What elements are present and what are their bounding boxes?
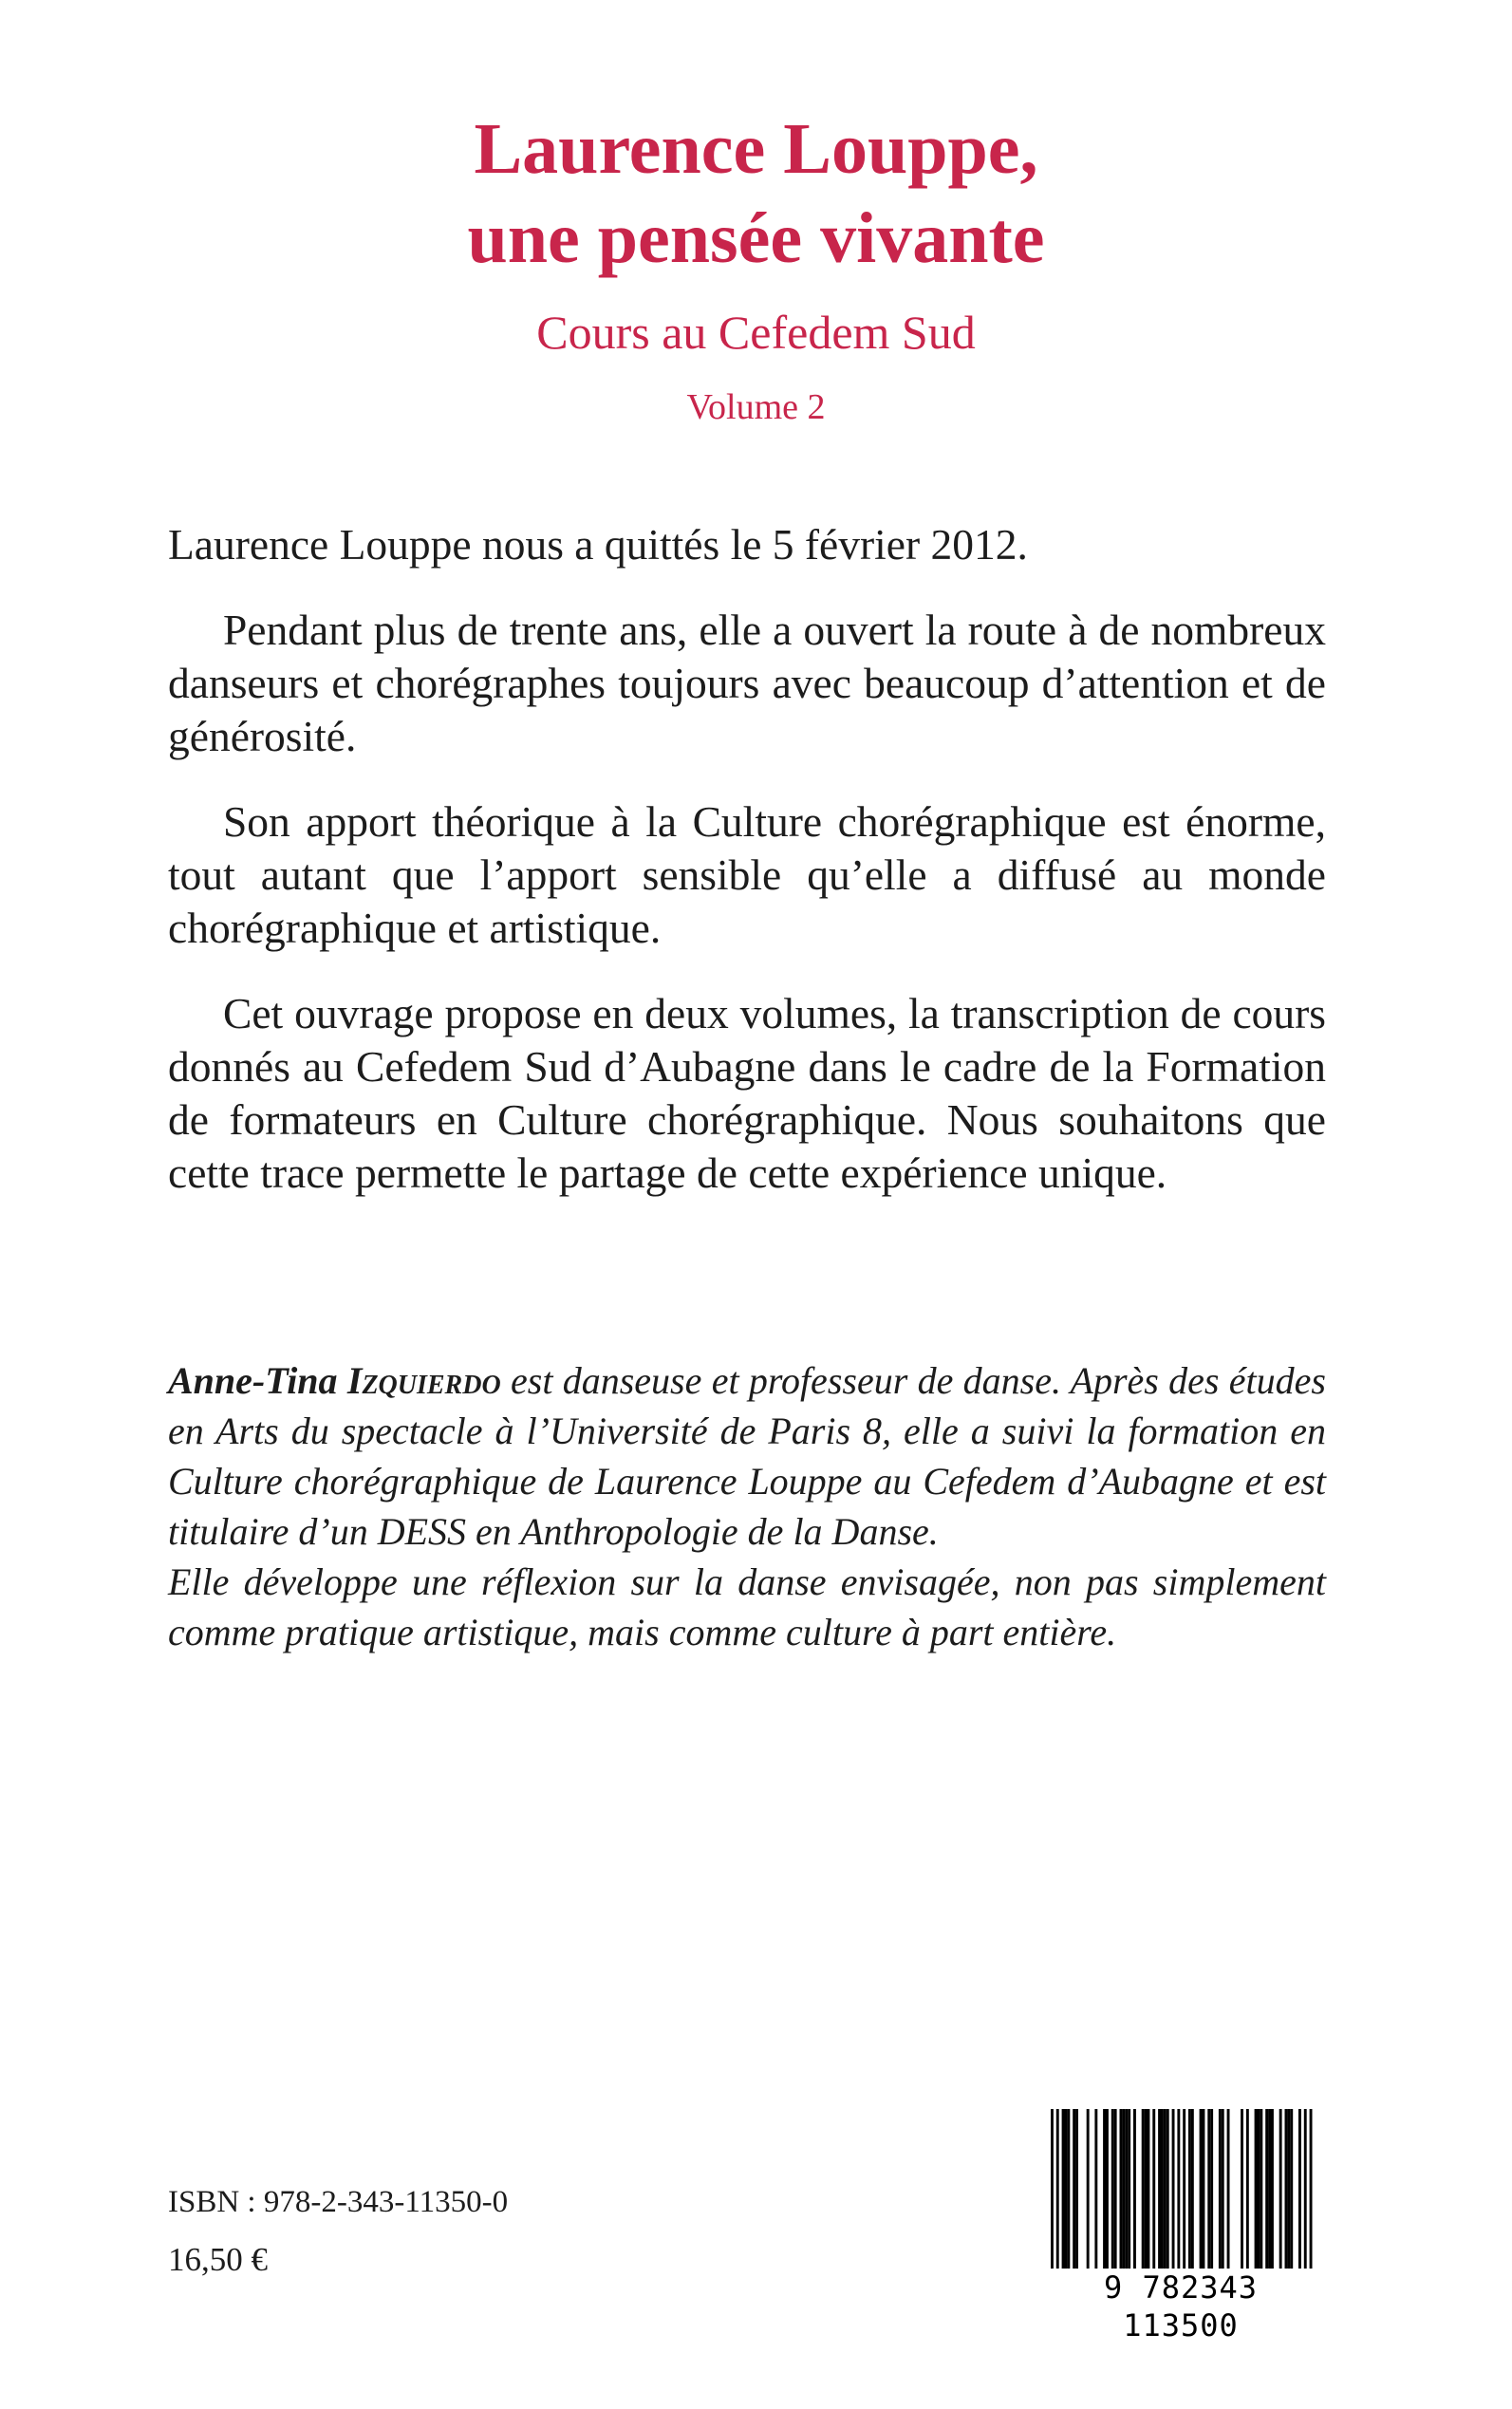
barcode-bar [1145, 2109, 1148, 2272]
barcode-bar [1161, 2109, 1164, 2272]
volume-label: Volume 2 [686, 387, 826, 427]
barcode-bar [1075, 2109, 1078, 2272]
barcode-bar [1268, 2109, 1271, 2272]
barcode-bar [1103, 2109, 1106, 2272]
barcode-bar [1062, 2109, 1065, 2272]
barcode-bar [1051, 2109, 1054, 2289]
barcode-bar [1152, 2109, 1155, 2272]
barcode-bar [1094, 2109, 1097, 2272]
barcode-bar [1177, 2109, 1180, 2289]
barcode-bar [1241, 2109, 1243, 2272]
barcode-bar [1265, 2109, 1268, 2272]
barcode-bar [1164, 2109, 1167, 2272]
barcode-bar [1056, 2109, 1059, 2289]
cover-header [0, 104, 1512, 429]
barcode-bar [1065, 2109, 1068, 2272]
barcode-bar [1120, 2109, 1123, 2272]
barcode-bar [1106, 2109, 1109, 2272]
blurb-paragraph-1: Laurence Louppe nous a quittés le 5 février 2012. [168, 520, 1028, 569]
price-label: 16,50 € [168, 2241, 268, 2278]
barcode-bar [1304, 2109, 1307, 2289]
isbn-label: ISBN : 978-2-343-11350-0 [168, 2185, 509, 2219]
barcode-bar [1111, 2109, 1114, 2272]
blurb-paragraph-4: Cet ouvrage propose en deux volumes, la transcription de cours donnés au Cefedem Sud d’Aubagne dans le cadre de la Formation de formateurs en Culture chorégraphique. Nous souhaitons que cette trace permette le partage de cette expérience unique. [168, 989, 1326, 1197]
barcode-bar [1067, 2109, 1070, 2272]
barcode-bar [1287, 2109, 1290, 2272]
barcode-bar [1142, 2109, 1145, 2272]
barcode-bar [1073, 2109, 1075, 2272]
barcode-bar [1260, 2109, 1262, 2272]
barcode-bar [1210, 2109, 1213, 2272]
book-title-line-1: Laurence Louppe, [474, 109, 1038, 189]
barcode-bar [1148, 2109, 1150, 2272]
barcode-bar [1258, 2109, 1260, 2272]
book-subtitle: Cours au Cefedem Sud [536, 306, 976, 359]
barcode-bar [1255, 2109, 1258, 2272]
author-bio-paragraph-2: Elle développe une réflexion sur la danse envisagée, non pas simplement comme pratique artistique, mais comme culture à part entière. [168, 1560, 1326, 1653]
barcode-bar [1133, 2109, 1136, 2272]
book-title-line-2: une pensée vivante [467, 198, 1045, 278]
barcode-bar [1271, 2109, 1274, 2272]
barcode-bar [1203, 2109, 1205, 2272]
barcode-bar [1227, 2109, 1230, 2272]
blurb-paragraph-2: Pendant plus de trente ans, elle a ouvert la route à de nombreux danseurs et chorégraphes toujours avec beaucoup d’attention et de générosité. [168, 606, 1326, 760]
barcode-bar [1222, 2109, 1224, 2272]
blurb [168, 518, 1326, 1232]
barcode-bar [1191, 2109, 1194, 2272]
author-first-name: Anne-Tina [168, 1359, 338, 1402]
barcode-digits: 9 782343 113500 [1037, 2269, 1324, 2344]
barcode-bar [1285, 2109, 1288, 2272]
barcode-bar [1290, 2109, 1293, 2272]
barcode-bar [1122, 2109, 1125, 2272]
barcode-bar [1167, 2109, 1169, 2272]
barcode-bar [1310, 2109, 1313, 2289]
barcode-bar [1207, 2109, 1210, 2272]
barcode-bar [1279, 2109, 1282, 2272]
barcode-bar [1219, 2109, 1222, 2272]
blurb-paragraph-3: Son apport théorique à la Culture chorégraphique est énorme, tout autant que l’apport sensible qu’elle a diffusé au monde chorégraphique et artistique. [168, 797, 1326, 952]
barcode-bar [1114, 2109, 1117, 2272]
barcode-bar [1158, 2109, 1161, 2272]
barcode-bar [1172, 2109, 1175, 2272]
author-last-name: Izquierdo [346, 1359, 501, 1402]
barcode-bar [1188, 2109, 1191, 2272]
barcode-bar [1200, 2109, 1203, 2272]
barcode-bar [1125, 2109, 1128, 2272]
author-bio-text: est danseuse et professeur de danse. Après des études en Arts du spectacle à l’Université de Paris 8, elle a suivi la formation en Culture chorégraphique de Laurence Louppe au Cefedem d’Aubagne et est titulaire d’un DESS en Anthropologie de la Danse. [168, 1359, 1326, 1553]
barcode [1037, 2109, 1324, 2344]
barcode-bar [1298, 2109, 1301, 2272]
barcode-bar [1087, 2109, 1090, 2272]
author-bio-paragraph-1 [168, 1355, 1326, 1557]
author-bio [168, 1355, 1326, 1657]
barcode-bar [1128, 2109, 1130, 2272]
barcode-bar [1246, 2109, 1249, 2272]
barcode-bar [1183, 2109, 1185, 2289]
